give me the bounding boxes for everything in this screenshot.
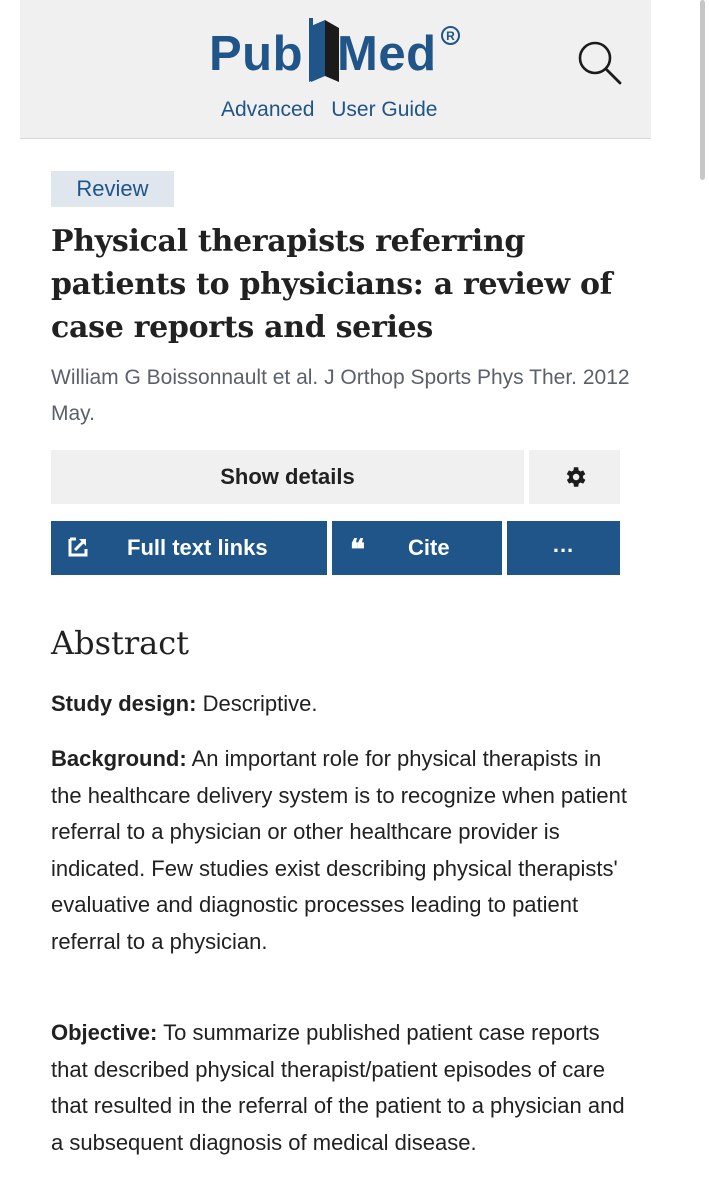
quote-icon: ❝ xyxy=(350,533,366,566)
objective-text: To summarize published patient case reports that described physical therapist/patient episodes of care that resulted in the referral of the patient to a physician and a subsequent diagnosis of medical disease. xyxy=(51,1020,625,1155)
search-button[interactable] xyxy=(575,38,623,86)
article-title: Physical therapists referring patients to physicians: a review of case reports and series xyxy=(51,224,613,345)
user-guide-link[interactable]: User Guide xyxy=(331,98,438,121)
abstract-study-design xyxy=(51,686,631,723)
full-text-links-label: Full text links xyxy=(127,535,268,560)
site-header xyxy=(20,0,651,139)
background-text: An important role for physical therapists in the healthcare delivery system is to recognize when patient referral to a physician or other healthcare provider is indicated. Few studies exist describing physical therapists' evaluative and diagnostic processes leading to patient referral to a physician. xyxy=(51,746,627,954)
display-settings-button[interactable] xyxy=(529,450,620,504)
objective-label: Objective: xyxy=(51,1020,158,1045)
article-type-badge: Review xyxy=(51,171,174,207)
abstract-objective xyxy=(51,1015,631,1161)
abstract-heading: Abstract xyxy=(51,624,190,662)
pubmed-logo[interactable] xyxy=(209,16,469,86)
logo-med-text: Med xyxy=(337,27,437,81)
external-link-icon xyxy=(67,536,89,558)
background-label: Background: xyxy=(51,746,187,771)
abstract-background xyxy=(51,741,631,960)
cite-label: Cite xyxy=(408,535,450,560)
study-design-label: Study design: xyxy=(51,691,197,716)
header-links xyxy=(221,98,448,122)
more-actions-label: ... xyxy=(552,532,575,557)
logo-pub-text: Pub xyxy=(209,27,304,81)
advanced-link[interactable]: Advanced xyxy=(221,98,315,121)
article-citation: William G Boissonnault et al. J Orthop Sports Phys Ther. 2012 May. xyxy=(51,366,630,425)
scrollbar[interactable] xyxy=(700,0,705,180)
show-details-button[interactable]: Show details xyxy=(51,450,524,504)
search-icon xyxy=(575,38,623,86)
full-text-links-button[interactable] xyxy=(51,521,327,575)
cite-button[interactable] xyxy=(332,521,502,575)
page xyxy=(20,0,651,1200)
study-design-text: Descriptive. xyxy=(196,691,318,716)
gear-icon xyxy=(562,464,588,490)
more-actions-button[interactable] xyxy=(507,521,620,575)
registered-mark: R xyxy=(441,26,460,45)
